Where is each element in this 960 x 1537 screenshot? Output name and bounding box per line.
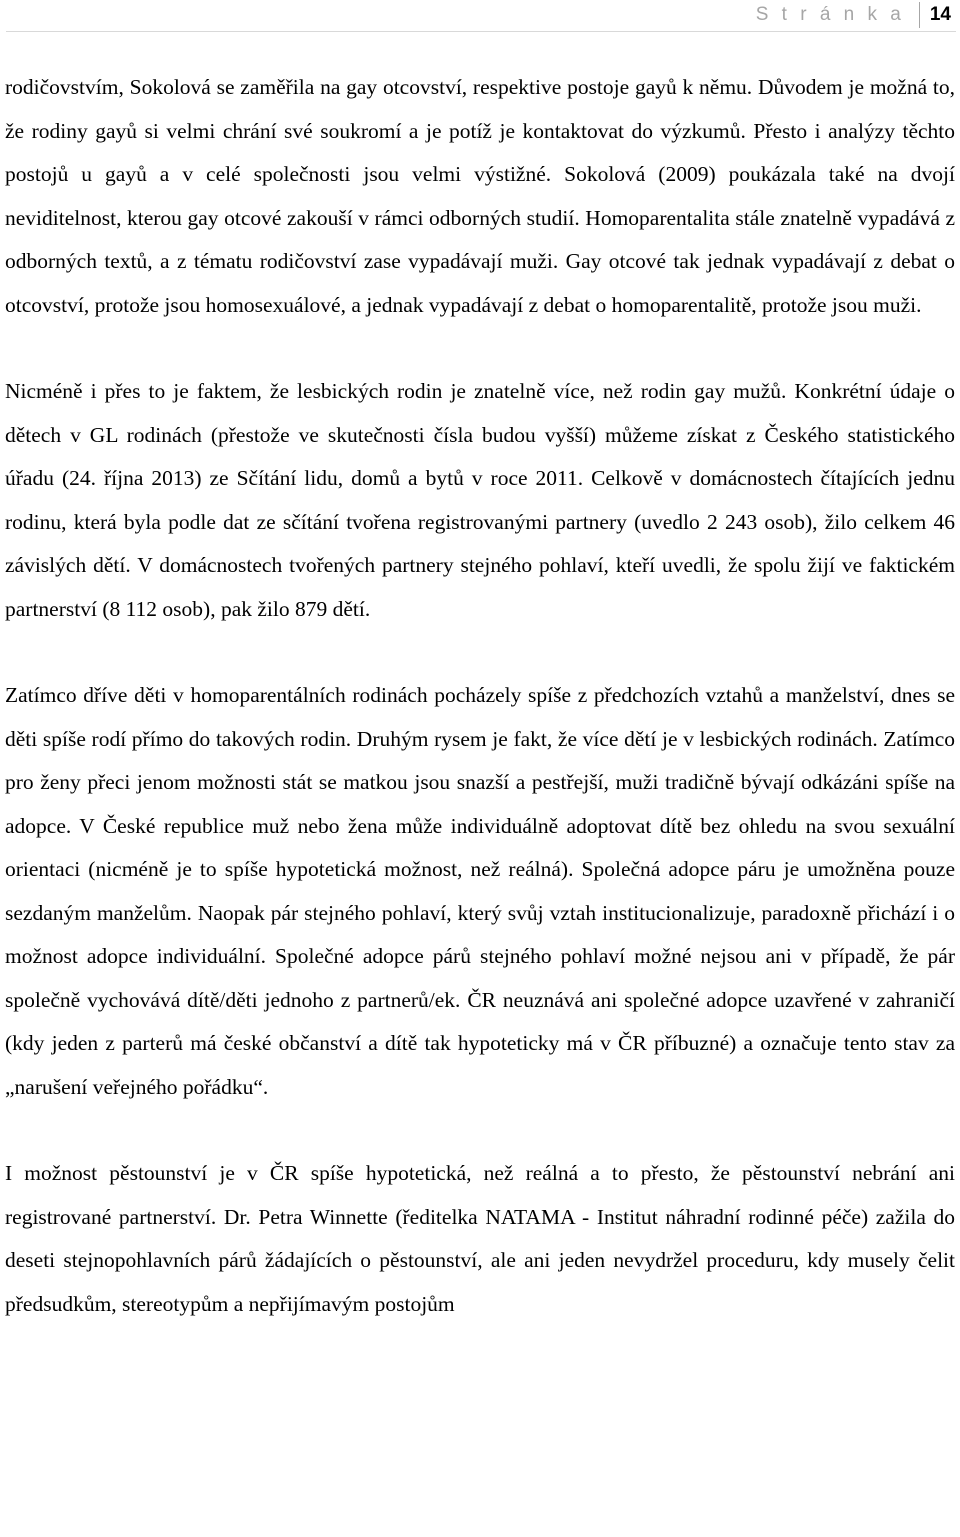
paragraph-statistics: Nicméně i přes to je faktem, že lesbických rodin je znatelně více, než rodin gay mužů. Konkrétní údaje o dětech v GL rodinách (přestože ve skutečnosti čísla budou vyšší) můžeme získat z Českého statistického úřadu (24. října 2013) ze Sčítání lidu, domů a bytů v roce 2011. Celkově v domácnostech čítajících jednu rodinu, která byla podle dat ze sčítání tvořena registrovanými partnery (uvedlo 2 243 osob), žilo celkem 46 závislých dětí. V domácnostech tvořených partnery stejného pohlaví, kteří uvedli, že spolu žijí ve faktickém partnerství (8 112 osob), pak žilo 879 dětí. [5,379,955,621]
paragraph-gay-fatherhood: rodičovstvím, Sokolová se zaměřila na gay otcovství, respektive postoje gayů k němu. Důvodem je možná to, že rodiny gayů si velmi chrání své soukromí a je potíž je kontaktovat do výzkumů. Přesto i analýzy těchto postojů u gayů a v celé společnosti jsou velmi výstižné. Sokolová (2009) poukázala také na dvojí neviditelnost, kterou gay otcové zakouší v rámci odborných studií. Homoparentalita stále znatelně vypadává z odborných textů, a z tématu rodičovství zase vypadávají muži. Gay otcové tak jednak vypadávají z debat o otcovství, protože jsou homosexuálové, a jednak vypadávají z debat o homoparentalitě, protože jsou muži. [5,75,955,317]
document-body [5,66,955,1326]
header-divider [6,31,956,32]
page-number: 14 [929,4,951,25]
paragraph-foster-care: I možnost pěstounství je v ČR spíše hypotetická, než reálná a to přesto, že pěstounství nebrání ani registrované partnerství. Dr. Petra Winnette (ředitelka NATAMA - Institut náhradní rodinné péče) zažila do deseti stejnopohlavních párů žádajících o pěstounství, ale ani jeden nevydržel proceduru, kdy musely čelit předsudkům, stereotypům a nepřijímavým postojům [5,1161,955,1316]
page-label: S t r á n k a [755,4,905,25]
paragraph-adoption: Zatímco dříve děti v homoparentálních rodinách pocházely spíše z předchozích vztahů a manželství, dnes se děti spíše rodí přímo do takových rodin. Druhým rysem je fakt, že více dětí je v lesbických rodinách. Zatímco pro ženy přeci jenom možnosti stát se matkou jsou snazší a pestřejší, muži tradičně bývají odkázáni spíše na adopce. V České republice muž nebo žena může individuálně adoptovat dítě bez ohledu na svou sexuální orientaci (nicméně je to spíše hypotetická možnost, než reálná). Společná adopce páru je umožněna pouze sezdaným manželům. Naopak pár stejného pohlaví, který svůj vztah institucionalizuje, paradoxně přichází i o možnost adopce individuální. Společné adopce párů stejného pohlaví možné nejsou ani v případě, že pár společně vychovává dítě/děti jednoho z partnerů/ek. ČR neuznává ani společné adopce uzavřené v zahraničí (kdy jeden z parterů má české občanství a dítě tak hypoteticky má v ČR příbuzné) a označuje tento stav za „narušení veřejného pořádku“. [5,683,955,1099]
header-separator [919,2,920,28]
page-header [0,0,960,30]
